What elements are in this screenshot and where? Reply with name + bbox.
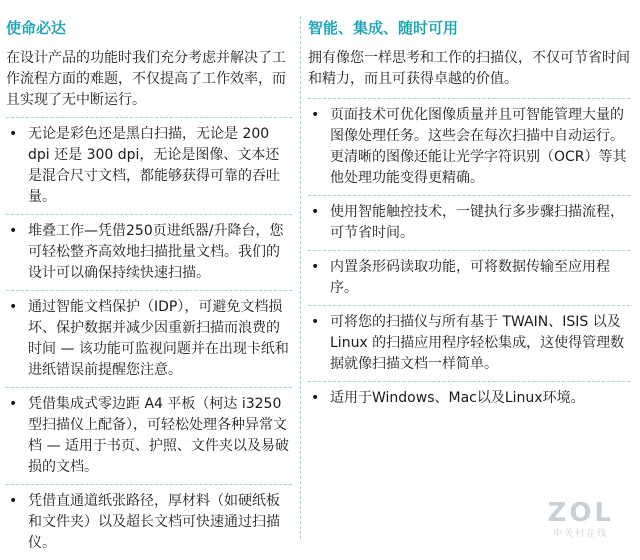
right-intro: 拥有像您一样思考和工作的扫描仪，不仅可节省时间和精力，而且可获得卓越的价值。 — [308, 50, 630, 87]
right-column — [300, 0, 640, 549]
list-item: • 可将您的扫描仪与所有基于 TWAIN、ISIS 以及 Linux 的扫描应用程序轻松集成，这使得管理数据就像扫描文档一样简单。 — [308, 305, 630, 381]
list-item: • 页面技术可优化图像质量并且可智能管理大量的图像处理任务。这些会在每次扫描中自动运行。更清晰的图像还能让光学字符识别（OCR）等其他处理功能变得更精确。 — [308, 98, 630, 195]
left-heading: 使命必达 — [6, 19, 67, 37]
zol-watermark — [547, 500, 614, 539]
watermark-logo: ZOL — [547, 498, 614, 528]
list-item: • 凭借集成式零边距 A4 平板（柯达 i3250 型扫描仪上配备），可轻松处理各种异常文档 — 适用于书页、护照、文件夹以及易破损的文档。 — [6, 387, 292, 484]
list-item: • 无论是彩色还是黑白扫描，无论是 200 dpi 还是 300 dpi，无论是图像、文本还是混合尺寸文档，都能够获得可靠的吞吐量。 — [6, 117, 292, 214]
right-bullet-list — [308, 98, 630, 415]
list-item: • 凭借直通道纸张路径，厚材料（如硬纸板和文件夹）以及超长文档可快速通过扫描仪。 — [6, 484, 292, 560]
left-bullet-list — [6, 117, 292, 560]
list-item: • 堆叠工作—凭借250页进纸器/升降台，您可轻松整齐高效地扫描批量文档。我们的设计可以确保持续快速扫描。 — [6, 214, 292, 290]
list-item: • 适用于Windows、Mac以及Linux环境。 — [308, 381, 630, 415]
left-intro: 在设计产品的功能时我们充分考虑并解决了工作流程方面的难题，不仅提高了工作效率，而且实现了无中断运行。 — [6, 50, 286, 108]
list-item: • 使用智能触控技术，一键执行多步骤扫描流程，可节省时间。 — [308, 195, 630, 250]
left-column — [0, 0, 300, 549]
watermark-subtitle: 中关村在线 — [553, 529, 609, 539]
right-heading: 智能、集成、随时可用 — [308, 19, 459, 37]
list-item: • 内置条形码读取功能，可将数据传输至应用程序。 — [308, 250, 630, 305]
list-item: • 通过智能文档保护（IDP），可避免文档损坏、保护数据并减少因重新扫描而浪费的时间 — 该功能可监视问题并在出现卡纸和进纸错误前提醒您注意。 — [6, 290, 292, 387]
